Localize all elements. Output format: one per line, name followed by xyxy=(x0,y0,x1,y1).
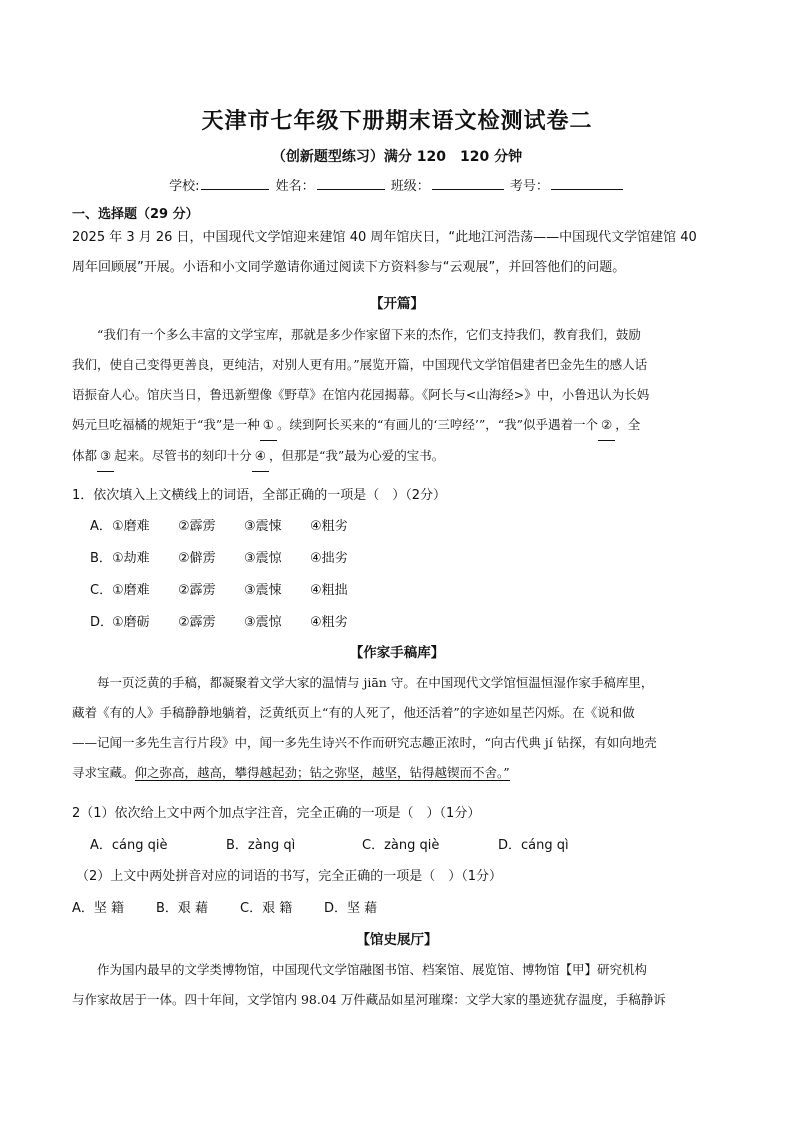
q2-2-option-c[interactable]: C．艰 籍 xyxy=(240,901,293,916)
q2-1-option-c[interactable]: C．zàng qiè xyxy=(362,838,440,853)
name-label: 姓名： xyxy=(275,179,315,194)
passage-line: 藏着《有的人》手稿静静地躺着，泛黄纸页上“有的人死了，他还活着”的字迹如星芒闪烁。在《说和做 xyxy=(72,705,635,720)
option-label: D． xyxy=(90,615,114,630)
exam-no-label: 考号： xyxy=(509,179,549,194)
option-word: ①磨砺 xyxy=(112,615,150,630)
passage-line xyxy=(72,410,722,441)
intro-line: 2025 年 3 月 26 日，中国现代文学馆迎来建馆 40 周年馆庆日，“此地江河浩荡——中国现代文学馆建馆 40 xyxy=(72,230,697,245)
section-heading: 一、选择题（29 分） xyxy=(72,207,199,222)
kaipian-passage xyxy=(72,320,722,472)
option-word: ③震惊 xyxy=(244,615,282,630)
q2-1-options xyxy=(90,834,608,853)
q2-1-option-b[interactable]: B．zàng qì xyxy=(226,838,296,853)
intro-line: 周年回顾展”开展。小语和小文同学邀请你通过阅读下方资料参与“云观展”，并回答他们的问题。 xyxy=(72,260,626,275)
option-word: ①劫难 xyxy=(112,551,150,566)
passage-text: 起来。尽管书的刻印十分 xyxy=(114,448,252,463)
option-label: C． xyxy=(90,583,113,598)
q2-2-option-d[interactable]: D．坚 藉 xyxy=(324,901,378,916)
class-label: 班级： xyxy=(390,179,430,194)
school-field[interactable] xyxy=(201,177,269,190)
kaipian-heading: 【开篇】 xyxy=(370,296,424,312)
option-word: ③震悚 xyxy=(244,519,282,534)
underlined-quote: 仰之弥高，越高，攀得越起劲；钻之弥坚，越坚，钻得越锲而不舍。” xyxy=(134,765,510,780)
shougao-heading: 【作家手稿库】 xyxy=(349,645,445,661)
school-label: 学校: xyxy=(169,179,200,194)
q2-2-option-b[interactable]: B．艰 藉 xyxy=(156,901,209,916)
blank-3: ③ xyxy=(97,441,114,472)
option-word: ④粗劣 xyxy=(310,519,348,534)
option-word: ④拙劣 xyxy=(310,551,348,566)
option-word: ②霹雳 xyxy=(178,519,216,534)
q1-option-a[interactable] xyxy=(90,515,376,534)
student-info-line xyxy=(0,175,794,194)
passage-line: 语振奋人心。馆庆当日，鲁迅新塑像《野草》在馆内花园揭幕。《阿长与<山海经>》中，小鲁迅认为长妈 xyxy=(72,387,650,402)
exam-no-field[interactable] xyxy=(551,177,623,190)
blank-1: ① xyxy=(260,410,277,441)
q1-option-c[interactable] xyxy=(90,579,376,598)
option-word: ②霹雳 xyxy=(178,583,216,598)
page-title: 天津市七年级下册期末语文检测试卷二 xyxy=(201,109,593,134)
passage-text: 体都 xyxy=(72,448,98,463)
passage-line: 与作家故居于一体。四十年间，文学馆内 98.04 万件藏品如星河璀璨：文学大家的墨迹犹存温度，手稿静诉 xyxy=(72,992,666,1007)
passage-line xyxy=(72,441,722,472)
name-field[interactable] xyxy=(317,177,385,190)
q2-2-options xyxy=(72,897,408,916)
page-subtitle: （创新题型练习）满分 120 120 分钟 xyxy=(271,149,523,165)
question-2-1-stem: 2（1）依次给上文中两个加点字注音，完全正确的一项是（ ）（1分） xyxy=(72,806,481,821)
passage-line: 每一页泛黄的手稿，都凝聚着文学大家的温情与 jiān 守。在中国现代文学馆恒温恒湿作家手稿库里， xyxy=(97,675,654,690)
option-word: ④粗劣 xyxy=(310,615,348,630)
guanshi-heading: 【馆史展厅】 xyxy=(356,932,438,948)
option-word: ①磨难 xyxy=(112,519,150,534)
guanshi-passage xyxy=(72,955,722,1015)
passage-line: ——记闻一多先生言行片段》中，闻一多先生诗兴不作而研究志趣正浓时，“向古代典 jí 钻探，有如向地壳 xyxy=(72,735,657,750)
option-label: B． xyxy=(90,551,112,566)
passage-text: ，全 xyxy=(615,417,641,432)
passage-text: ，但那是“我”最为心爱的宝书。 xyxy=(268,448,445,463)
intro-paragraph xyxy=(72,223,722,283)
q2-2-option-a[interactable]: A．坚 籍 xyxy=(72,901,125,916)
q2-1-option-a[interactable]: A．cáng qiè xyxy=(90,838,168,853)
option-word: ②霹雳 xyxy=(178,615,216,630)
option-word: ③震悚 xyxy=(244,583,282,598)
passage-text: 寻求宝藏。 xyxy=(72,765,135,780)
q1-option-d[interactable] xyxy=(90,611,376,630)
blank-2: ② xyxy=(598,410,615,441)
q2-1-option-d[interactable]: D．cáng qì xyxy=(498,838,569,853)
passage-line: 作为国内最早的文学类博物馆，中国现代文学馆融图书馆、档案馆、展览馆、博物馆【甲】研究机构 xyxy=(97,962,648,977)
option-word: ②僻雳 xyxy=(178,551,216,566)
question-2-2-stem: （2）上文中两处拼音对应的词语的书写，完全正确的一项是（ ）（1分） xyxy=(76,869,503,884)
passage-line xyxy=(72,758,722,788)
blank-4: ④ xyxy=(252,441,269,472)
passage-text: 。续到阿长买来的“有画儿的‘三哼经’”，“我”似乎遇着一个 xyxy=(277,417,599,432)
passage-line: “我们有一个多么丰富的文学宝库，那就是多少作家留下来的杰作，它们支持我们，教育我们，鼓励 xyxy=(97,327,641,342)
option-word: ③震惊 xyxy=(244,551,282,566)
option-word: ①磨难 xyxy=(112,583,150,598)
shougao-passage xyxy=(72,668,722,788)
question-1-stem: 1．依次填入上文横线上的词语，全部正确的一项是（ ）（2分） xyxy=(72,488,447,503)
class-field[interactable] xyxy=(432,177,504,190)
passage-line: 我们，使自己变得更善良，更纯洁，对别人更有用。”展览开篇，中国现代文学馆倡建者巴金先生的感人话 xyxy=(72,357,648,372)
option-label: A． xyxy=(90,519,112,534)
q1-option-b[interactable] xyxy=(90,547,376,566)
option-word: ④粗拙 xyxy=(310,583,348,598)
passage-text: 妈元旦吃福橘的规矩于“我”是一种 xyxy=(72,417,260,432)
